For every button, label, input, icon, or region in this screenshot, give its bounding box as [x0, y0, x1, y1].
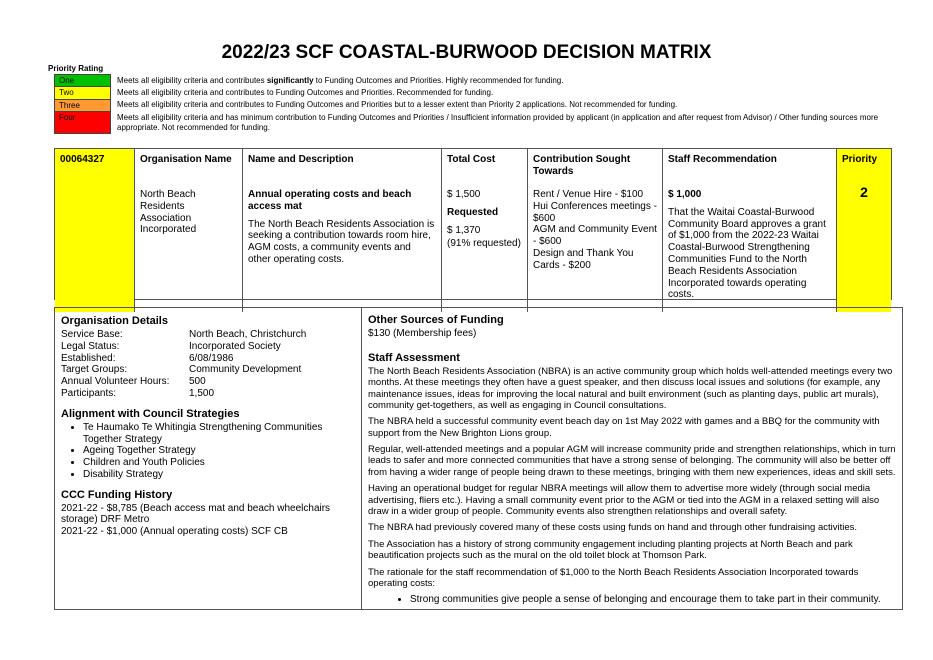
page-title: 2022/23 SCF COASTAL-BURWOOD DECISION MATRIX [221, 42, 712, 63]
priority-rating-row [55, 87, 892, 99]
priority-rating-row [55, 75, 892, 87]
contribution-cell [528, 149, 663, 312]
org-detail-row [61, 364, 355, 376]
org-detail-key: Legal Status: [61, 340, 120, 352]
contribution-item: Rent / Venue Hire - $100 [533, 189, 644, 200]
priority-swatch: One [55, 75, 111, 87]
priority-swatch: Two [55, 87, 111, 99]
priority-description: Meets all eligibility criteria and contributes to Funding Outcomes and Priorities. Recommended for funding. [117, 87, 494, 97]
total-cost-header: Total Cost [447, 154, 496, 165]
left-column [55, 308, 362, 609]
staff-recommendation-text: That the Waitai Coastal-Burwood Community Board approves a grant of $1,000 from the 2022-23 Waitai Coastal-Burwood Strengthening Communities Fund to the North Beach Residents Association Incorporated towards operating costs. [668, 206, 826, 301]
assessment-panel [54, 307, 903, 610]
organisation-name: North Beach Residents Association Incorporated [140, 189, 197, 236]
assessment-paragraph: The NBRA held a successful community event beach day on 1st May 2022 with games and a BBQ for the community with support from the New Brighton Lions group. [368, 416, 880, 439]
description-text: The North Beach Residents Association is seeking a contribution towards room hire, AGM costs, a community events and other operating costs. [248, 218, 435, 265]
org-detail-key: Target Groups: [61, 364, 128, 376]
priority-description: Meets all eligibility criteria and contributes significantly to Funding Outcomes and Priorities. Highly recommended for funding. [117, 75, 564, 85]
org-detail-row [61, 388, 355, 400]
priority-description: Meets all eligibility criteria and contributes to Funding Outcomes and Priorities but to a lesser extent than Priority 2 applications. Not recommended for funding. [117, 100, 678, 110]
assessment-paragraph: Having an operational budget for regular NBRA meetings will allow them to advertise more widely (through social media advertising, fliers etc.). Having a small community event prior to the AGM or tied into the AGM in a relaxed setting will also draw in a wider group of people. Community events also strengthen relationships and overall safety. [368, 483, 880, 518]
org-details-list [61, 329, 355, 400]
org-detail-row [61, 376, 355, 388]
org-details-heading: Organisation Details [61, 315, 168, 327]
staff-assessment-bullets [410, 594, 896, 606]
org-detail-key: Annual Volunteer Hours: [61, 376, 170, 388]
staff-assessment-heading: Staff Assessment [368, 351, 460, 364]
other-sources-heading: Other Sources of Funding [368, 314, 504, 326]
priority-swatch: Three [55, 99, 111, 111]
alignment-heading: Alignment with Council Strategies [61, 407, 240, 420]
requested-amount: $ 1,370 [447, 224, 481, 236]
priority-rating-table [54, 74, 892, 134]
org-detail-value: North Beach, Christchurch [189, 328, 307, 340]
priority-header: Priority [842, 154, 878, 165]
application-table [54, 148, 892, 300]
org-detail-key: Participants: [61, 387, 117, 399]
staff-recommendation-header: Staff Recommendation [668, 154, 777, 165]
contribution-item: Hui Conferences meetings - $600 [533, 200, 657, 224]
org-detail-row [61, 329, 355, 341]
right-column [362, 308, 902, 609]
org-detail-value: 500 [189, 376, 206, 388]
description-header: Name and Description [248, 154, 354, 165]
org-detail-key: Established: [61, 352, 116, 364]
alignment-item: • Te Haumako Te Whitingia Strengthening Communities Together Strategy [83, 422, 355, 446]
contribution-header: Contribution Sought Towards [533, 154, 631, 177]
alignment-item: • Disability Strategy [83, 469, 355, 481]
application-id-cell [55, 149, 135, 312]
assessment-bullet: • Strong communities give people a sense of belonging and encourage them to take part in their community. [410, 594, 896, 606]
requested-label: Requested [447, 206, 499, 218]
contribution-item: Design and Thank You Cards - $200 [533, 247, 634, 271]
other-sources-text: $130 (Membership fees) [368, 327, 477, 339]
description-cell [243, 149, 442, 312]
alignment-item: • Children and Youth Policies [83, 457, 355, 469]
contribution-item: AGM and Community Event - $600 [533, 224, 657, 248]
alignment-item: • Ageing Together Strategy [83, 445, 355, 457]
staff-recommendation-cell [663, 149, 837, 312]
org-detail-value: Incorporated Society [189, 340, 281, 352]
priority-rating-row [55, 112, 892, 134]
priority-value: 2 [860, 184, 868, 200]
funding-history-list [61, 503, 355, 538]
org-detail-value: 1,500 [189, 387, 215, 399]
organisation-cell [135, 149, 243, 312]
priority-swatch: Four [55, 112, 111, 134]
assessment-paragraph: Regular, well-attended meetings and a popular AGM will increase community pride and strengthen relationships, which in turn leads to safer and more connected communities that have a strong sense of belonging. The community will also be better off from having a wider range of people being drawn to these meetings, bringing with them new experiences, ideas and skill sets. [368, 444, 896, 478]
application-id: 00064327 [60, 154, 105, 165]
org-detail-key: Service Base: [61, 328, 123, 340]
funding-history-item: 2021-22 - $8,785 (Beach access mat and beach wheelchairs storage) DRF Metro [61, 502, 331, 526]
priority-description: Meets all eligibility criteria and has minimum contribution to Funding Outcomes and Priorities / Insufficient information provided by applicant (in application and after request from Advisor) / Other funding sources more appropriate. Not recommended for funding. [117, 112, 879, 132]
contribution-list [533, 189, 657, 272]
total-cost-value: $ 1,500 [447, 189, 481, 200]
org-detail-row [61, 353, 355, 365]
staff-recommendation-amount: $ 1,000 [668, 189, 702, 200]
org-detail-value: Community Development [189, 364, 302, 376]
organisation-header: Organisation Name [140, 154, 232, 165]
priority-rating-heading: Priority Rating [48, 64, 104, 73]
requested-percent: (91% requested) [447, 238, 521, 250]
assessment-paragraph: The North Beach Residents Association (NBRA) is an active community group which holds well-attended meetings every two months. At these meetings they often have a guest speaker, and then discuss local issues and solutions (for example, any maintenance issues, ideas for improving the local natural and built environment (such as planting days, public art murals), community get-togethers, as well as engaging in Council consultations. [368, 365, 893, 411]
alignment-list [83, 422, 355, 481]
priority-rating-row [55, 99, 892, 111]
funding-history-heading: CCC Funding History [61, 488, 173, 501]
description-title: Annual operating costs and beach access mat [248, 189, 412, 212]
priority-cell [837, 149, 891, 312]
staff-assessment-body [368, 366, 896, 590]
total-cost-cell [442, 149, 528, 312]
org-detail-value: 6/08/1986 [189, 352, 234, 364]
funding-history-item: 2021-22 - $1,000 (Annual operating costs) SCF CB [61, 526, 288, 538]
org-detail-row [61, 341, 355, 353]
assessment-paragraph: The Association has a history of strong community engagement including planting projects at North Beach and park beautification projects such as the mural on the old toilet block at Thomson Park. [368, 538, 853, 562]
assessment-paragraph: The NBRA had previously covered many of these costs using funds on hand and through other fundraising activities. [368, 522, 858, 534]
assessment-paragraph: The rationale for the staff recommendation of $1,000 to the North Beach Residents Association Incorporated towards operating costs: [368, 566, 859, 589]
